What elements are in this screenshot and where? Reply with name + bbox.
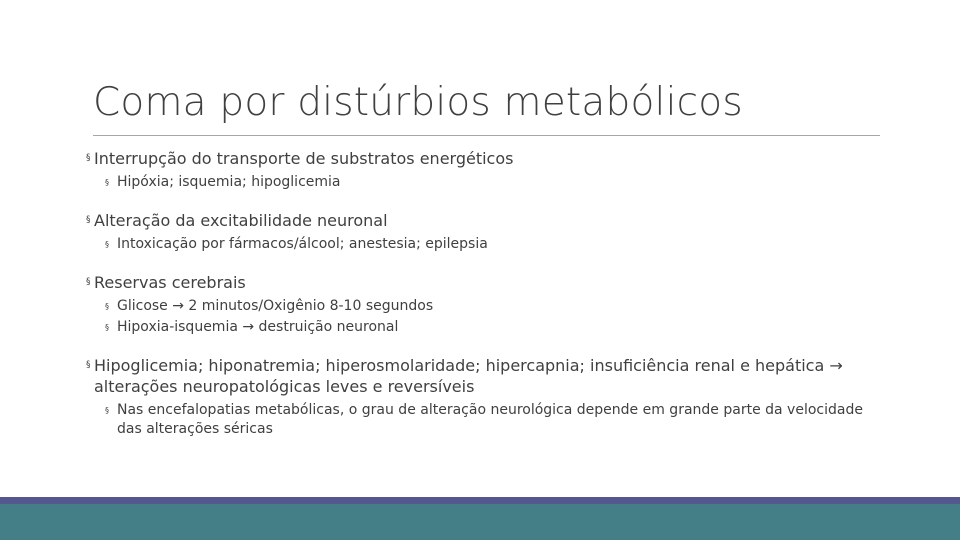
- bullet-level2: [86, 235, 866, 254]
- bullet-text: Hipoglicemia; hiponatremia; hiperosmolaridade; hipercapnia; insuficiência renal e hepática → alterações neuropatológicas leves e reversíveis: [94, 356, 843, 396]
- footer-stripe: [0, 497, 960, 504]
- bullet-text: Reservas cerebrais: [94, 273, 246, 292]
- bullet-level1: [86, 148, 866, 169]
- bullet-text: Hipoxia-isquemia → destruição neuronal: [117, 319, 399, 335]
- bullet-text: Glicose → 2 minutos/Oxigênio 8-10 segundos: [117, 298, 434, 314]
- bullet-square-icon: §: [105, 406, 109, 415]
- bullet-text: Hipóxia; isquemia; hipoglicemia: [117, 174, 341, 190]
- bullet-square-icon: §: [105, 323, 109, 332]
- slide-content: [86, 148, 866, 439]
- bullet-square-icon: §: [86, 215, 91, 225]
- bullet-square-icon: §: [86, 153, 91, 163]
- bullet-square-icon: §: [105, 302, 109, 311]
- bullet-square-icon: §: [86, 277, 91, 287]
- bullet-text: Nas encefalopatias metabólicas, o grau de alteração neurológica depende em grande parte da velocidade das alterações séricas: [117, 402, 863, 437]
- title-divider: [93, 135, 880, 136]
- bullet-text: Interrupção do transporte de substratos energéticos: [94, 149, 514, 168]
- footer-bar: [0, 504, 960, 540]
- bullet-text: Alteração da excitabilidade neuronal: [94, 211, 388, 230]
- bullet-text: Intoxicação por fármacos/álcool; anestesia; epilepsia: [117, 236, 488, 252]
- bullet-level2: [86, 401, 866, 439]
- bullet-level2: [86, 318, 866, 337]
- bullet-level1: [86, 272, 866, 293]
- slide-title: Coma por distúrbios metabólicos: [93, 80, 743, 125]
- bullet-level1: [86, 355, 866, 397]
- bullet-level2: [86, 297, 866, 316]
- bullet-square-icon: §: [86, 360, 91, 370]
- bullet-square-icon: §: [105, 240, 109, 249]
- bullet-level1: [86, 210, 866, 231]
- bullet-level2: [86, 173, 866, 192]
- bullet-square-icon: §: [105, 178, 109, 187]
